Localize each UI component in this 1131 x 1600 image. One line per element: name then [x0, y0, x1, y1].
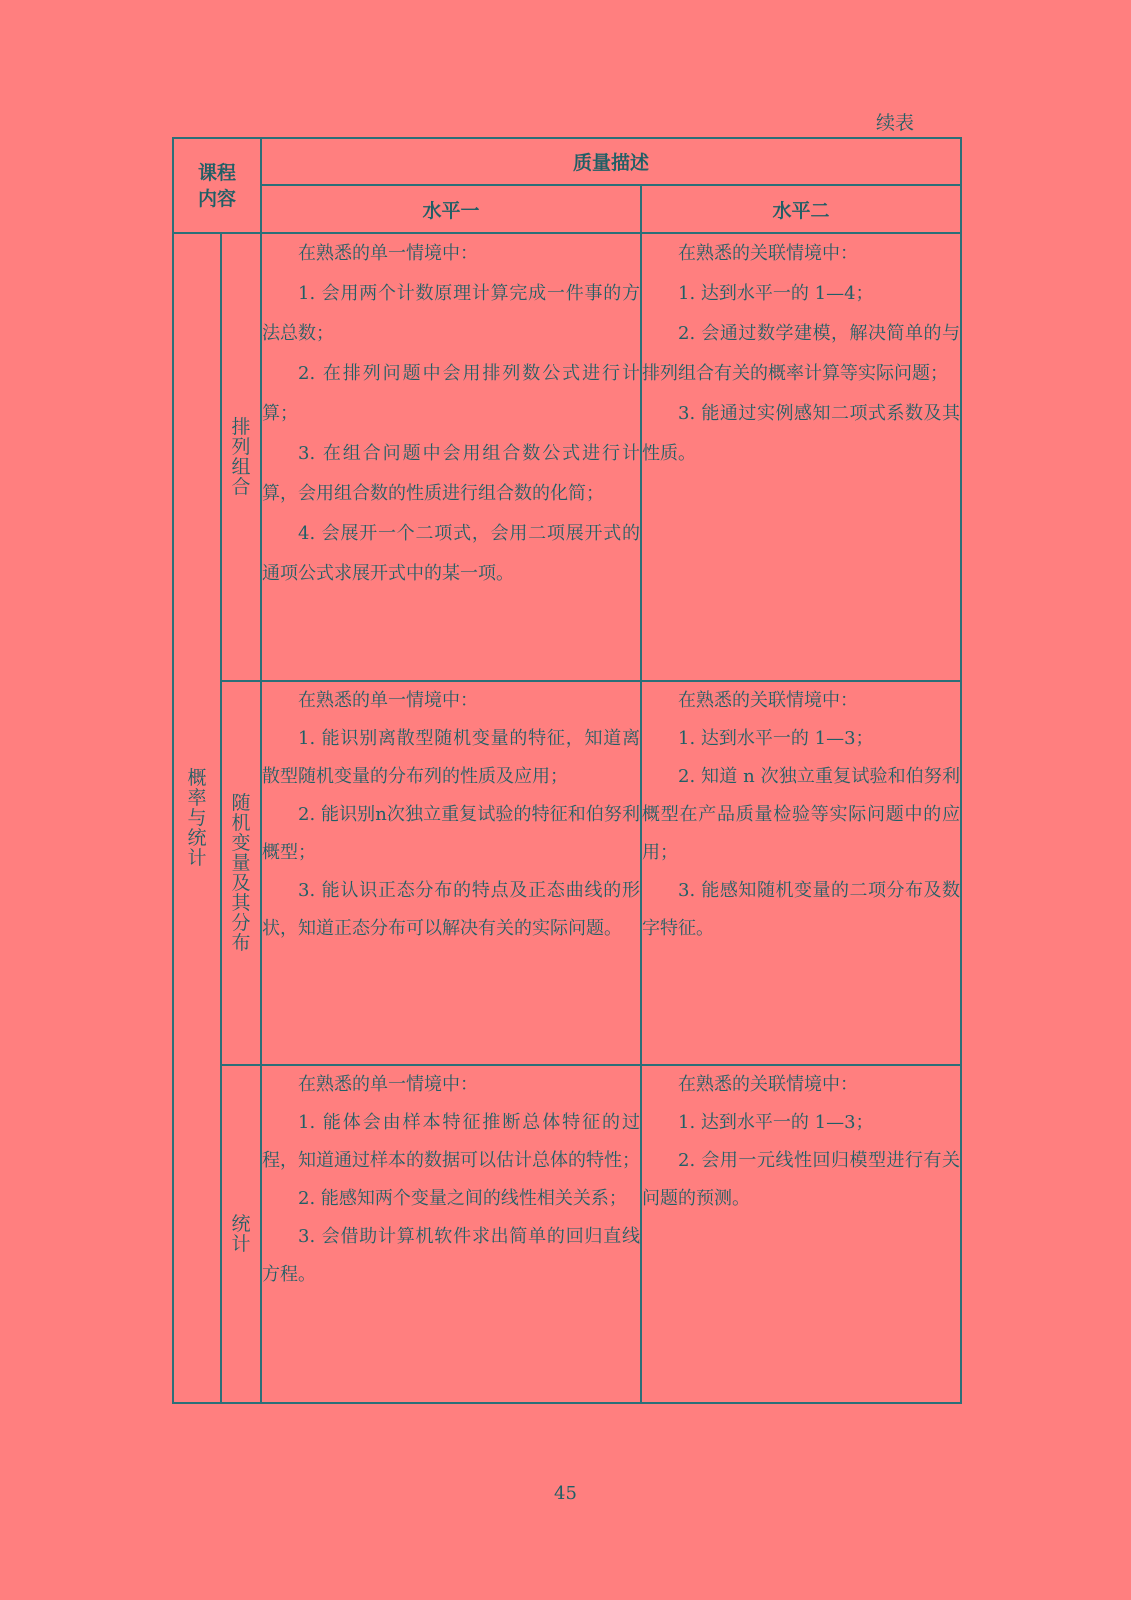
description-line: 3. 能认识正态分布的特点及正态曲线的形状，知道正态分布可以解决有关的实际问题。 — [262, 880, 641, 939]
description-line: 1. 能体会由样本特征推断总体特征的过程，知道通过样本的数据可以估计总体的特性； — [262, 1112, 641, 1171]
level-1-description — [261, 233, 641, 681]
quality-description-table — [172, 137, 962, 1404]
header-quality-description: 质量描述 — [261, 138, 961, 185]
level-2-description — [641, 681, 961, 1065]
description-line: 1. 达到水平一的 1—3； — [678, 1112, 874, 1133]
continued-label: 续表 — [876, 112, 915, 134]
description-line: 3. 在组合问题中会用组合数公式进行计算，会用组合数的性质进行组合数的化简； — [262, 443, 641, 504]
description-line: 2. 会用一元线性回归模型进行有关问题的预测。 — [642, 1150, 961, 1209]
table-row — [173, 681, 961, 1065]
description-line: 2. 能识别n次独立重复试验的特征和伯努利概型； — [262, 804, 641, 863]
table-row — [173, 233, 961, 681]
description-line: 2. 在排列问题中会用排列数公式进行计算； — [262, 363, 641, 424]
description-line: 在熟悉的关联情境中： — [678, 243, 859, 264]
header-course-line1: 课程 — [198, 161, 237, 184]
description-line: 1. 达到水平一的 1—4； — [678, 283, 874, 304]
description-line: 在熟悉的单一情境中： — [298, 1074, 479, 1095]
domain-name: 概率与统计 — [187, 767, 207, 869]
description-line: 4. 会展开一个二项式，会用二项展开式的通项公式求展开式中的某一项。 — [262, 523, 641, 584]
level-2-description — [641, 1065, 961, 1403]
description-line: 3. 能感知随机变量的二项分布及数字特征。 — [642, 880, 961, 939]
description-line: 在熟悉的关联情境中： — [678, 1074, 859, 1095]
header-course-line2: 内容 — [198, 187, 237, 210]
domain-cell — [173, 233, 221, 1403]
topic-cell — [221, 681, 261, 1065]
header-level-1: 水平一 — [261, 185, 641, 233]
topic-cell — [221, 1065, 261, 1403]
topic-name: 统计 — [231, 1213, 251, 1255]
table-row — [173, 1065, 961, 1403]
description-line: 2. 会通过数学建模，解决简单的与排列组合有关的概率计算等实际问题； — [642, 323, 961, 384]
description-line: 2. 知道 n 次独立重复试验和伯努利概型在产品质量检验等实际问题中的应用； — [642, 766, 961, 863]
description-line: 1. 达到水平一的 1—3； — [678, 728, 874, 749]
level-1-description — [261, 681, 641, 1065]
page-number: 45 — [554, 1483, 577, 1504]
topic-name: 随机变量及其分布 — [231, 792, 251, 954]
description-line: 1. 会用两个计数原理计算完成一件事的方法总数； — [262, 283, 641, 344]
header-course-content — [173, 138, 261, 233]
level-2-description — [641, 233, 961, 681]
description-line: 1. 能识别离散型随机变量的特征，知道离散型随机变量的分布列的性质及应用； — [262, 728, 641, 787]
description-line: 在熟悉的关联情境中： — [678, 690, 859, 711]
description-line: 3. 会借助计算机软件求出简单的回归直线方程。 — [262, 1226, 641, 1285]
description-line: 2. 能感知两个变量之间的线性相关关系； — [298, 1188, 627, 1209]
topic-name: 排列组合 — [231, 416, 251, 498]
header-level-2: 水平二 — [641, 185, 961, 233]
description-line: 在熟悉的单一情境中： — [298, 690, 479, 711]
level-1-description — [261, 1065, 641, 1403]
description-line: 3. 能通过实例感知二项式系数及其性质。 — [642, 403, 961, 464]
description-line: 在熟悉的单一情境中： — [298, 243, 479, 264]
topic-cell — [221, 233, 261, 681]
